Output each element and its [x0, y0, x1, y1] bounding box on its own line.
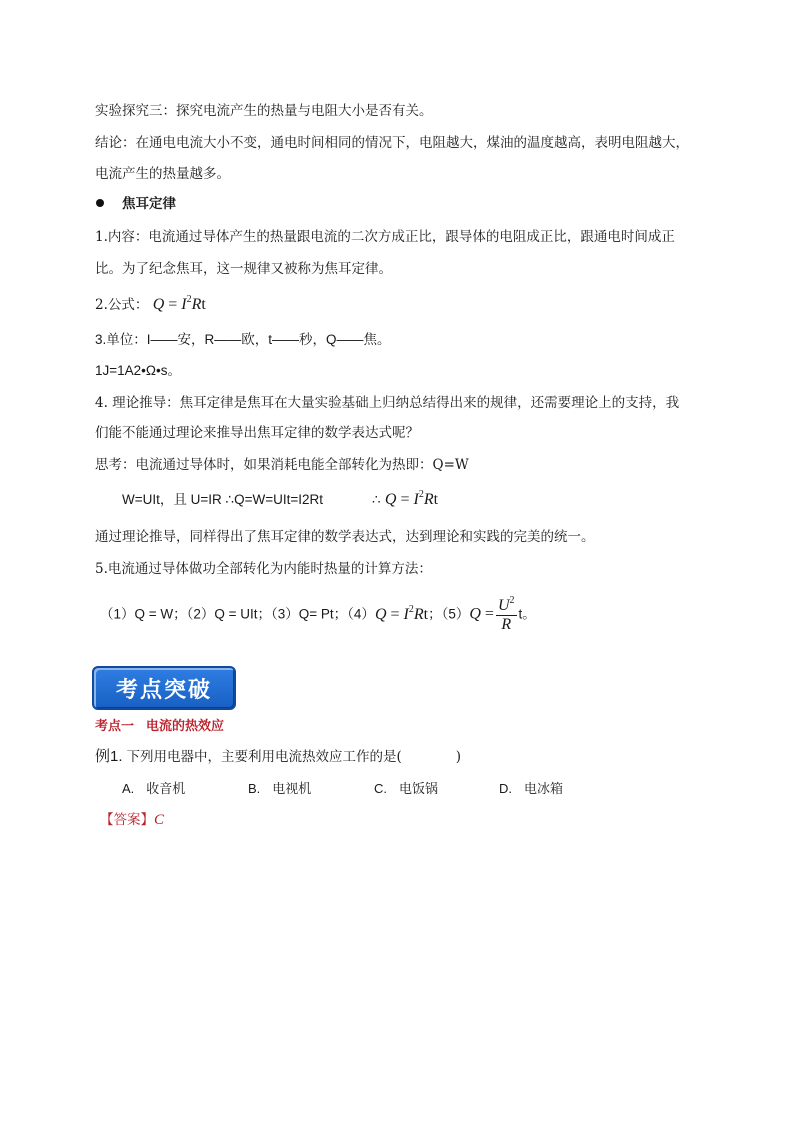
conclusion-line: 通过理论推导，同样得出了焦耳定律的数学表达式，达到理论和实践的完美的统一。 [95, 529, 595, 545]
item1-line2: 比。为了纪念焦耳，这一规律又被称为焦耳定律。 [95, 261, 392, 277]
example-number: 例1. [95, 748, 123, 765]
item2-label: 2.公式： [95, 297, 149, 313]
item5-line: 5.电流通过导体做功全部转化为内能时热量的计算方法： [95, 561, 432, 577]
item3-units: 3.单位：I——安，R——欧，t——秒，Q——焦。 [95, 332, 391, 347]
fraction-u2-over-r: $\frac{U^2}{R}$ [497, 595, 515, 633]
option-d: D. 电冰箱 [499, 781, 564, 797]
answer-line [100, 808, 164, 829]
item2-formula-line [95, 295, 206, 314]
example-text: 下列用电器中，主要利用电流热效应工作的是( ) [126, 749, 462, 765]
kaodian-heading [95, 715, 224, 734]
item1-line1: 1.内容：电流通过导体产生的热量跟电流的二次方成正比，跟导体的电阻成正比，跟通电时间成正 [95, 229, 675, 245]
answer-value: C [154, 812, 165, 828]
section-heading-joule-law: 焦耳定律 [122, 196, 176, 212]
item4-line2: 们能不能通过理论来推导出焦耳定律的数学表达式呢？ [95, 425, 419, 441]
paragraph-conclusion-line2: 电流产生的热量越多。 [95, 166, 230, 182]
bullet-dot-icon [96, 199, 104, 207]
option-c: C. 电饭锅 [374, 781, 439, 797]
think-line: 思考：电流通过导体时，如果消耗电能全部转化为热即：Q=W [95, 457, 469, 473]
item4-line1: 4. 理论推导：焦耳定律是焦耳在大量实验基础上归纳总结得出来的规律，还需要理论上的支持，我 [95, 395, 680, 411]
joule-formula: $Q = I^2Rt$ [152, 294, 206, 313]
derivation-result: ∴ $Q = I^2Rt$ [372, 489, 439, 508]
option-a: A. 收音机 [122, 781, 186, 797]
methods-part1: （1）Q = W；（2）Q = UIt；（3）Q= Pt；（4） [100, 606, 375, 622]
option-b: B. 电视机 [248, 781, 312, 797]
example-question [95, 748, 461, 766]
paragraph-experiment-3: 实验探究三：探究电流产生的热量与电阻大小是否有关。 [95, 103, 433, 119]
derivation-line: W=UIt，且 U=IR ∴Q=W=UIt=I2Rt [122, 492, 324, 507]
paragraph-conclusion-line1: 结论：在通电电流大小不变，通电时间相同的情况下，电阻越大，煤油的温度越高，表明电阻越大， [95, 135, 689, 151]
answer-label: 【答案】 [100, 812, 154, 828]
kaodian-topic: 电流的热效应 [146, 719, 225, 734]
methods-line: （1）Q = W；（2）Q = UIt；（3）Q= Pt；$(4)Q = I^2Rt$；（5）Q = $\frac{U^2}{R}$ t。 [100, 595, 536, 633]
section-banner-kaodian-tupo: 考点突破 [92, 666, 236, 710]
methods-sep: ；（5） [428, 606, 470, 622]
kaodian-label: 考点一 [95, 719, 135, 734]
methods-tail: t。 [518, 606, 536, 622]
unit-relation: 1J=1A2•Ω•s。 [95, 363, 181, 378]
